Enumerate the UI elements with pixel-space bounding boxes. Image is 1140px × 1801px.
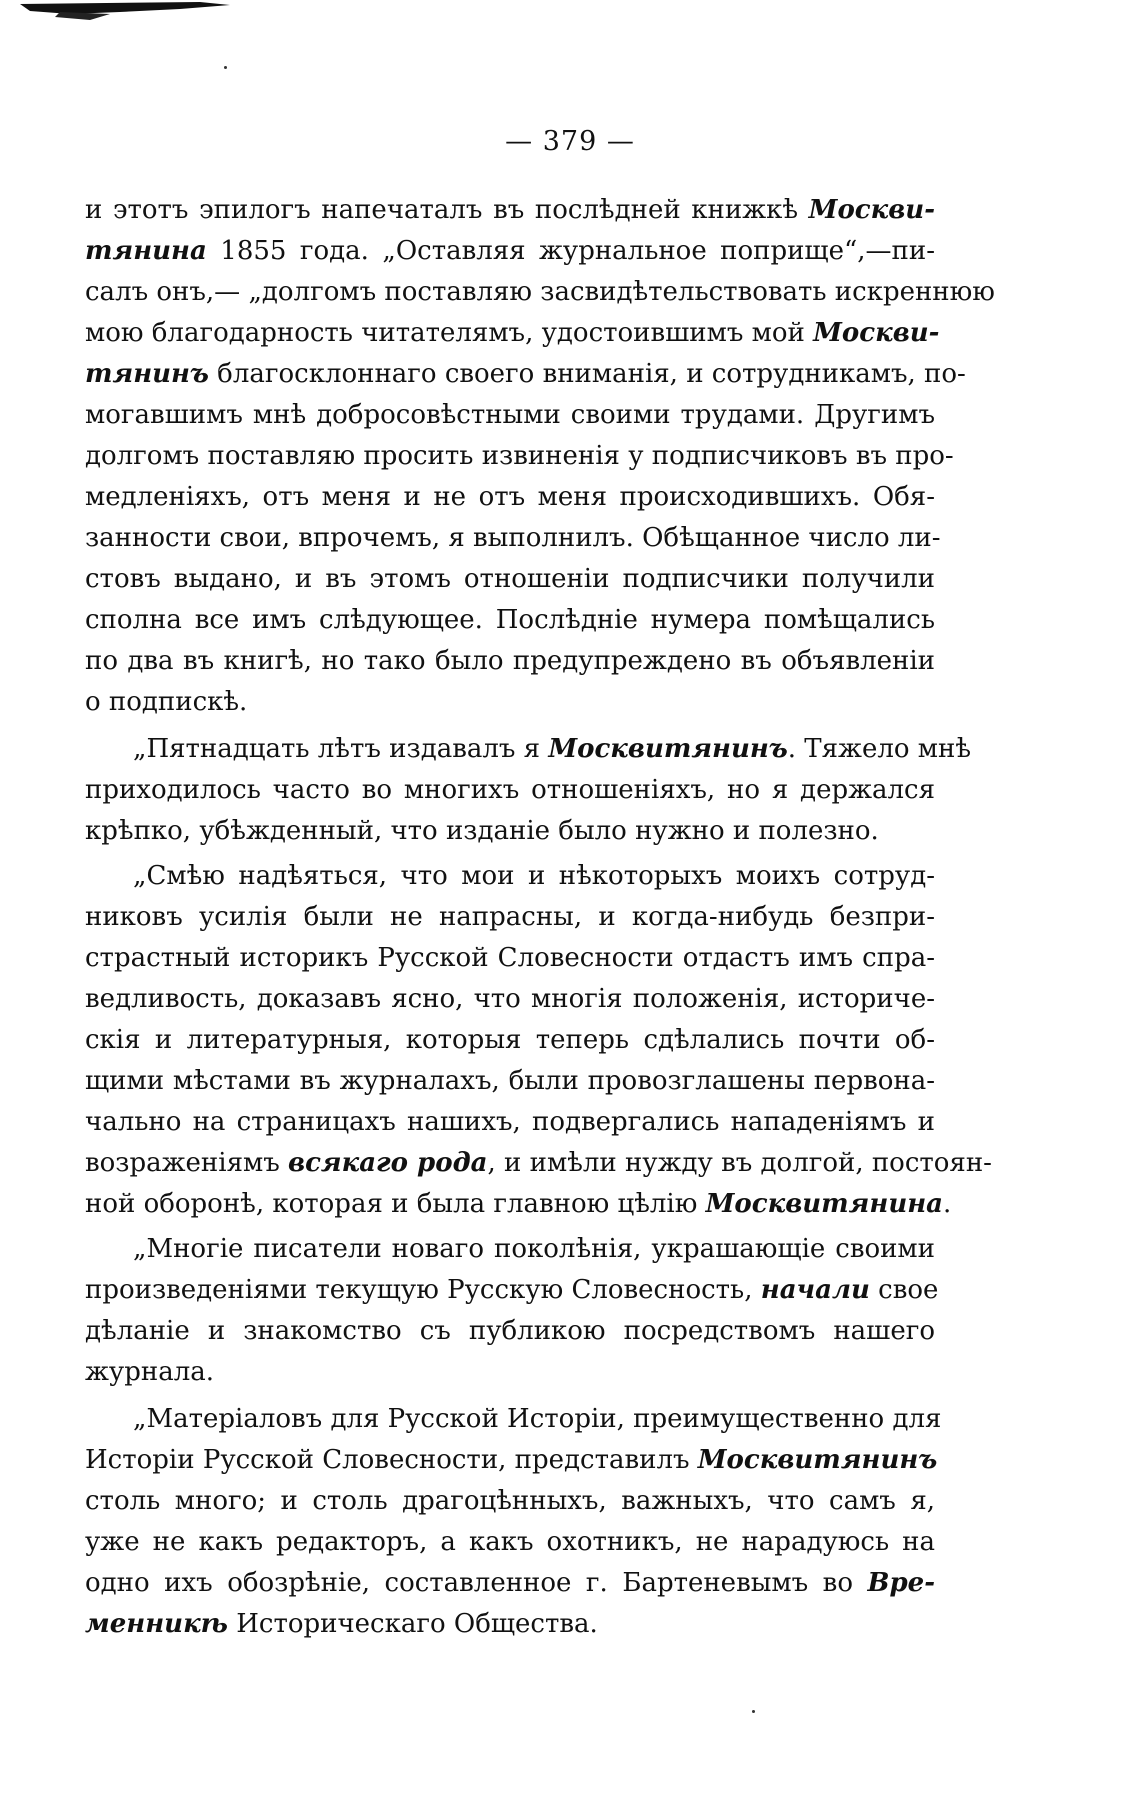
scan-edge-mark: [0, 0, 250, 22]
text-run: уже не какъ редакторъ, а какъ охотникъ, не нарадуюсь на: [85, 1527, 935, 1557]
text-run: одно ихъ обозрѣніе, составленное г. Бартеневымъ во: [85, 1568, 868, 1598]
text-run: медленіяхъ, отъ меня и не отъ меня происходившихъ. Обя-: [85, 482, 935, 512]
text-run: .: [943, 1189, 952, 1219]
text-line: [85, 600, 935, 641]
paragraph: [85, 856, 992, 1225]
text-run: столь много; и столь драгоцѣнныхъ, важныхъ, что самъ я,: [85, 1486, 935, 1516]
text-line: [85, 1184, 952, 1225]
text-run: благосклоннаго своего вниманія, и сотрудникамъ, по-: [208, 359, 966, 389]
speck: [224, 66, 227, 69]
text-line: [85, 811, 935, 852]
text-line: [85, 979, 935, 1020]
text-line: [85, 477, 935, 518]
text-line: [85, 1143, 992, 1184]
text-run: . Тяжело мнѣ: [787, 734, 972, 764]
text-run: свое: [869, 1275, 939, 1305]
text-line: [85, 729, 972, 770]
text-run: „Смѣю надѣяться, что мои и нѣкоторыхъ моихъ сотруд-: [133, 861, 935, 891]
text-run: ной оборонѣ, которая и была главною цѣлію: [85, 1189, 706, 1219]
text-run: стовъ выдано, и въ этомъ отношеніи подписчики получили: [85, 564, 935, 594]
text-run: могавшимъ мнѣ добросовѣстными своими трудами. Другимъ: [85, 400, 935, 430]
text-line: [85, 231, 935, 272]
italic-title: всякаго рода: [288, 1148, 488, 1178]
paragraph: [85, 729, 972, 852]
body-text: [85, 190, 995, 1645]
text-line: [85, 436, 954, 477]
italic-title: Москвитянина: [705, 1189, 944, 1219]
text-run: щими мѣстами въ журналахъ, были провозглашены первона-: [85, 1066, 935, 1096]
italic-title: начали: [760, 1275, 870, 1305]
text-run: чально на страницахъ нашихъ, подвергались нападеніямъ и: [85, 1107, 935, 1137]
text-run: о подпискѣ.: [85, 687, 248, 717]
text-line: [85, 518, 941, 559]
text-line: [85, 1311, 935, 1352]
text-line: [85, 1440, 938, 1481]
text-line: [85, 190, 935, 231]
italic-title: Вре-: [867, 1568, 935, 1598]
text-run: дѣланіе и знакомство съ публикою посредствомъ нашего: [85, 1316, 935, 1346]
text-run: никовъ усилія были не напрасны, и когда-нибудь безпри-: [85, 902, 935, 932]
text-line: [85, 1522, 935, 1563]
paragraph: [85, 190, 995, 723]
text-line: [85, 682, 935, 723]
text-run: долгомъ поставляю просить извиненія у подписчиковъ въ про-: [85, 441, 954, 471]
text-run: крѣпко, убѣжденный, что изданіе было нужно и полезно.: [85, 816, 879, 846]
text-line: [85, 1563, 935, 1604]
italic-title: Москви-: [808, 195, 935, 225]
italic-title: Москвитянинъ: [548, 734, 788, 764]
text-run: произведеніями текущую Русскую Словесность,: [85, 1275, 761, 1305]
text-run: занности свои, впрочемъ, я выполнилъ. Обѣщанное число ли-: [85, 523, 941, 553]
italic-title: Москви-: [813, 318, 940, 348]
text-run: 1855 года. „Оставляя журнальное поприще“,—пи-: [206, 236, 935, 266]
speck: [752, 1710, 755, 1713]
paragraph: [85, 1399, 942, 1645]
paragraph: [85, 1229, 939, 1393]
text-line: [85, 1061, 935, 1102]
italic-title: тянина: [85, 236, 207, 266]
page-number: — 379 —: [505, 126, 635, 157]
text-line: [85, 897, 935, 938]
text-run: „Матеріаловъ для Русской Исторіи, преимущественно для: [133, 1404, 942, 1434]
italic-title: Москвитянинъ: [697, 1445, 938, 1475]
text-line: [85, 395, 935, 436]
text-run: „Пятнадцать лѣтъ издавалъ я: [133, 734, 549, 764]
text-line: [85, 1020, 935, 1061]
text-line: [85, 559, 935, 600]
text-run: „Многіе писатели новаго поколѣнія, украшающіе своими: [133, 1234, 935, 1264]
text-run: журнала.: [85, 1357, 214, 1387]
text-run: приходилось часто во многихъ отношеніяхъ, но я держался: [85, 775, 935, 805]
text-run: по два въ книгѣ, но тако было предупреждено въ объявленіи: [85, 646, 935, 676]
text-line: [85, 1352, 935, 1393]
text-line: [85, 354, 966, 395]
text-line: [85, 938, 935, 979]
text-line: [85, 1229, 935, 1270]
italic-title: менникѣ: [85, 1609, 228, 1639]
text-line: [85, 1102, 935, 1143]
text-line: [85, 1270, 939, 1311]
text-run: возраженіямъ: [85, 1148, 288, 1178]
text-run: страстный историкъ Русской Словесности отдастъ имъ спра-: [85, 943, 935, 973]
text-line: [85, 1604, 935, 1645]
text-line: [85, 1399, 942, 1440]
text-run: салъ онъ,— „долгомъ поставляю засвидѣтельствовать искреннюю: [85, 277, 995, 307]
text-line: [85, 1481, 935, 1522]
text-line: [85, 641, 935, 682]
text-line: [85, 770, 935, 811]
text-run: сполна все имъ слѣдующее. Послѣдніе нумера помѣщались: [85, 605, 935, 635]
text-run: Историческаго Общества.: [227, 1609, 598, 1639]
text-line: [85, 272, 995, 313]
text-line: [85, 856, 935, 897]
text-run: мою благодарность читателямъ, удостоившимъ мой: [85, 318, 814, 348]
text-run: и этотъ эпилогъ напечаталъ въ послѣдней книжкѣ: [85, 195, 809, 225]
text-run: скія и литературныя, которыя теперь сдѣлались почти об-: [85, 1025, 935, 1055]
text-run: ведливость, доказавъ ясно, что многія положенія, историче-: [85, 984, 935, 1014]
italic-title: тянинъ: [85, 359, 209, 389]
text-run: , и имѣли нужду въ долгой, постоян-: [487, 1148, 992, 1178]
text-line: [85, 313, 940, 354]
text-run: Исторіи Русской Словесности, представилъ: [85, 1445, 698, 1475]
